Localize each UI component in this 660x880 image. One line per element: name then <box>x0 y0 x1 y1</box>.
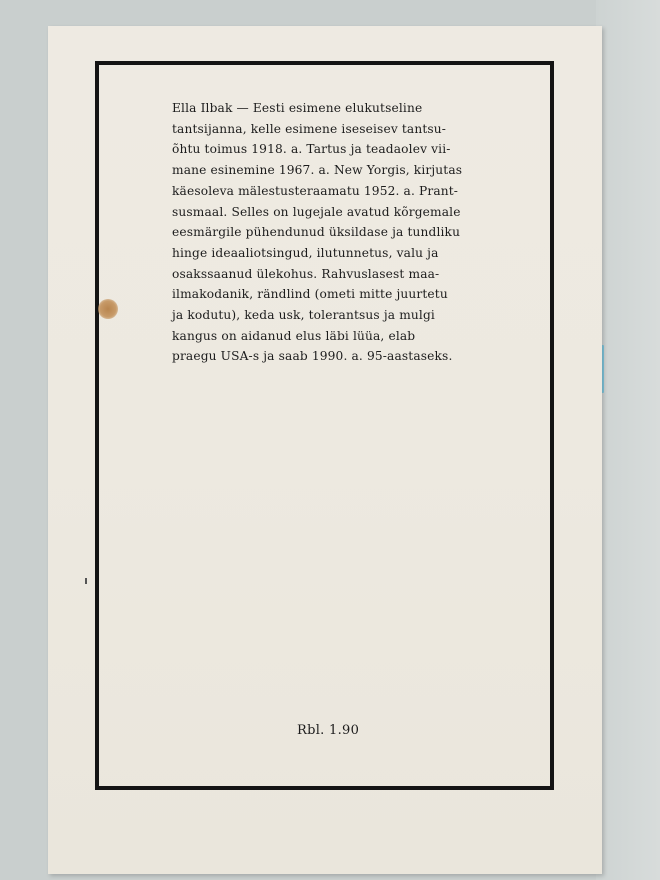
blurb-line: ilmakodanik, rändlind (ometi mitte juurtetu <box>172 287 448 302</box>
blurb-line: tantsijanna, kelle esimene iseseisev tantsu- <box>172 121 447 136</box>
paper-stain <box>98 299 118 319</box>
blurb-line: praegu USA-s ja saab 1990. a. 95-aastaseks. <box>172 349 453 364</box>
blurb-line: susmaal. Selles on lugejale avatud kõrgemale <box>172 204 461 219</box>
blurb-line: kangus on aidanud elus läbi lüüa, elab <box>172 328 416 343</box>
author-blurb <box>172 98 517 367</box>
blurb-line: käesoleva mälestusteraamatu 1952. a. Prant- <box>172 183 459 198</box>
blurb-line: Ella Ilbak — Eesti esimene elukutseline <box>172 101 423 115</box>
blurb-line: osakssaanud ülekohus. Rahvuslasest maa- <box>172 266 440 281</box>
blurb-line: hinge ideaaliotsingud, ilutunnetus, valu ja <box>172 245 439 260</box>
blurb-line: ja kodutu), keda usk, tolerantsus ja mulgi <box>172 308 435 323</box>
book-back-cover <box>48 26 602 874</box>
background-surface <box>596 0 660 880</box>
blurb-line: mane esinemine 1967. a. New Yorgis, kirjutas <box>172 163 463 178</box>
price-label: Rbl. 1.90 <box>297 723 360 738</box>
paper-speck <box>85 578 87 584</box>
blurb-line: eesmärgile pühendunud üksildase ja tundliku <box>172 225 461 240</box>
blurb-line: õhtu toimus 1918. a. Tartus ja teadaolev vii- <box>172 142 451 157</box>
